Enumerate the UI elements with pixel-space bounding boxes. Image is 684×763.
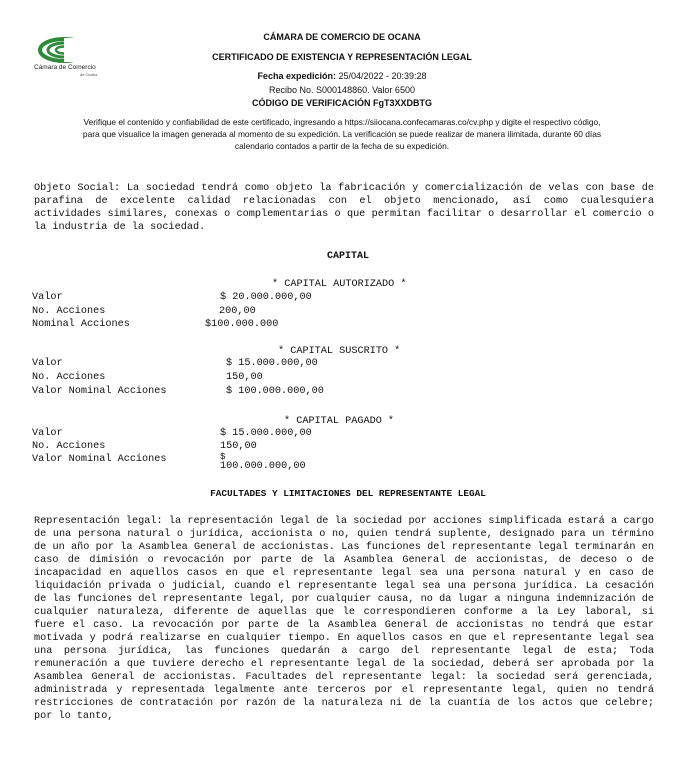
capital-pagado-heading: * CAPITAL PAGADO *: [284, 416, 395, 427]
capital-row-value: 200,00: [219, 306, 256, 317]
capital-row-value: 150,00: [226, 372, 263, 383]
capital-row-value-currency: $: [220, 452, 226, 462]
receipt-info: Recibo No. S000148860. Valor 6500: [269, 85, 415, 95]
verification-line: para que visualice la imagen generada al momento de su expedición. La verificación se puede realizar de manera ilimitada, durante 60 días: [82, 129, 602, 139]
logo-subname: de Ocaña: [80, 72, 98, 77]
verification-line: Verifique el contenido y confiabilidad de este certificado, ingresando a https://siiocana.confecamaras.co/cv.php y digite el respectivo código,: [83, 117, 601, 127]
facultades-heading: FACULTADES Y LIMITACIONES DEL REPRESENTANTE LEGAL: [210, 488, 486, 499]
verification-code: CÓDIGO DE VERIFICACIÓN FgT3XXDBTG: [251, 98, 432, 108]
logo-name: Cámara de Comercio: [34, 64, 96, 71]
capital-row-label: No. Acciones: [32, 306, 106, 317]
capital-row-label: No. Acciones: [32, 372, 106, 383]
capital-row-value: $100.000.000: [205, 319, 279, 330]
capital-row-label: Valor: [32, 292, 63, 303]
issue-date-label: Fecha expedición:: [257, 71, 336, 81]
chamber-name: CÁMARA DE COMERCIO DE OCANA: [263, 32, 421, 42]
facultades-paragraph: Representación legal: la representación legal de la sociedad por acciones simplificada estará a cargo de una persona natural o jurídica, accionista o no, quien tendrá suplente, designado para un término de un año por la Asamblea General de accionistas. Las funciones del representante legal terminarán en caso de dimisión o revocación por parte de la Asamblea General de accionistas, de deceso o de incapacidad en aquellos casos en que el representante legal sea una persona natural y en caso de liquidación privada o judicial, cuando el representante legal sea una persona jurídica. La cesación de las funciones del representante legal, por cualquier causa, no da lugar a ninguna indemnización de cualquier naturaleza, diferente de aquellas que le correspondieren conforme a la Ley laboral, si fuere el caso. La revocación por parte de la Asamblea General de accionistas no tendrá que estar motivada y podrá realizarse en cualquier tiempo. En aquellos casos en que el representante legal sea una persona jurídica, las funciones quedarán a cargo del representante legal de esta; Toda remuneración a que tuviere derecho el representante legal de la sociedad, deberá ser aprobada por la Asamblea General de accionistas. Facultades del representante legal: la sociedad será gerenciada, administrada y representada legalmente ante terceros por el representante legal, quien no tendrá restricciones de contratación por razón de la naturaleza ni de la cuantía de los actos que celebre; por lo tanto,: [34, 516, 654, 722]
verification-notice: [40, 116, 644, 152]
capital-row-label: Valor Nominal Acciones: [32, 454, 167, 465]
certificate-title: CERTIFICADO DE EXISTENCIA Y REPRESENTACIÓN LEGAL: [212, 52, 472, 62]
capital-row-value: $ 100.000.000,00: [226, 386, 324, 397]
capital-row-value: $ 15.000.000,00: [220, 428, 312, 439]
issue-date-value: 25/04/2022 - 20:39:28: [338, 71, 427, 81]
capital-row-label: Valor: [32, 358, 63, 369]
objeto-social-paragraph: Objeto Social: La sociedad tendrá como objeto la fabricación y comercialización de velas con base de parafina de excelente calidad relacionadas con el objeto mencionado, así como cualesquiera actividades similares, conexas o complementarias o que permitan facilitar o desarrollar el comercio o la industria de la sociedad.: [34, 183, 654, 233]
capital-row-value: $ 20.000.000,00: [220, 292, 312, 303]
capital-row-value: 150,00: [220, 441, 257, 452]
capital-row-value: $ 15.000.000,00: [226, 358, 318, 369]
capital-heading: CAPITAL: [326, 251, 369, 262]
capital-row-label: Nominal Acciones: [32, 319, 130, 330]
capital-row-value: 100.000.000,00: [220, 461, 306, 472]
capital-row-label: Valor: [32, 428, 63, 439]
capital-suscrito-heading: * CAPITAL SUSCRITO *: [278, 346, 401, 357]
issue-date: [0, 71, 684, 81]
verification-line: calendario contados a partir de la fecha de su expedición.: [234, 141, 450, 151]
capital-row-label: No. Acciones: [32, 441, 106, 452]
capital-autorizado-heading: * CAPITAL AUTORIZADO *: [272, 279, 407, 290]
capital-row-label: Valor Nominal Acciones: [32, 386, 167, 397]
